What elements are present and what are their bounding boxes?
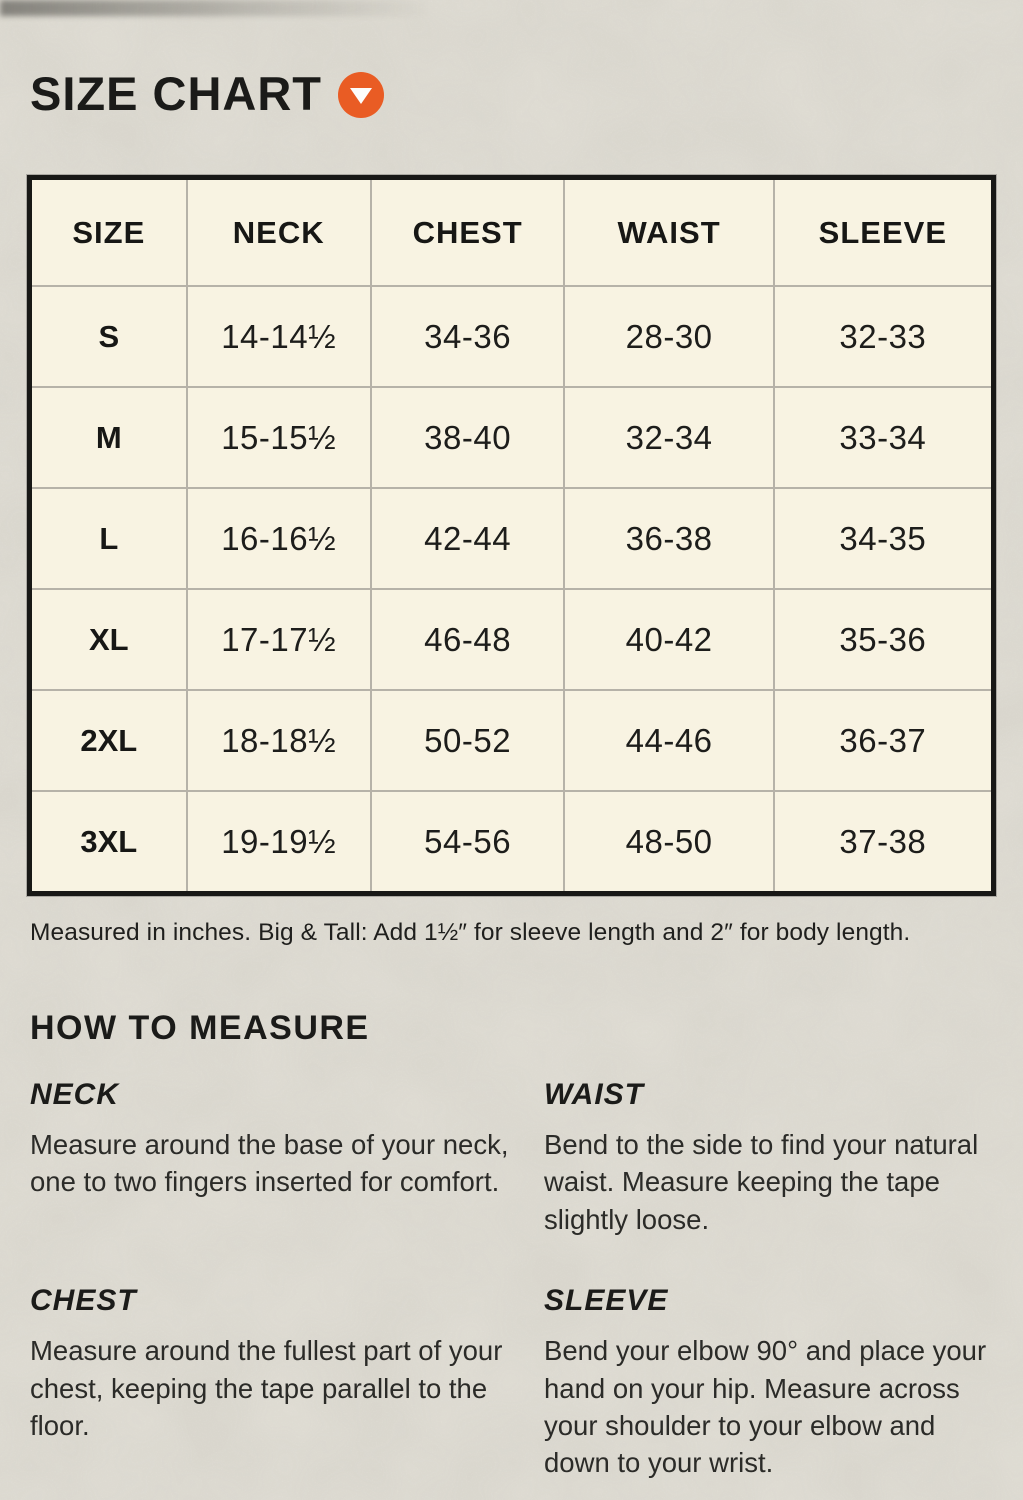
measure-text-sleeve: Bend your elbow 90° and place your hand on your hip. Measure across your shoulder to your elbow and down to your wrist. xyxy=(544,1335,987,1479)
table-footnote: Measured in inches. Big & Tall: Add 1½″ for sleeve length and 2″ for body length. xyxy=(30,919,911,946)
sleeve-value: 37-38 xyxy=(774,791,994,894)
chevron-down-glyph xyxy=(350,88,372,104)
sleeve-value: 33-34 xyxy=(774,387,994,488)
size-label: XL xyxy=(30,589,187,690)
measure-text-chest: Measure around the fullest part of your chest, keeping the tape parallel to the floor. xyxy=(30,1335,503,1441)
sleeve-value: 34-35 xyxy=(774,488,994,589)
size-label: 2XL xyxy=(30,690,187,791)
sleeve-value: 32-33 xyxy=(774,286,994,387)
measure-section-sleeve xyxy=(544,1284,993,1482)
size-label: L xyxy=(30,488,187,589)
measure-label-neck: NECK xyxy=(30,1078,120,1111)
neck-value: 15-15½ xyxy=(187,387,371,488)
chest-value: 38-40 xyxy=(371,387,565,488)
how-to-measure-heading: HOW TO MEASURE xyxy=(30,1009,370,1047)
chest-value: 50-52 xyxy=(371,690,565,791)
chest-value: 34-36 xyxy=(371,286,565,387)
neck-value: 14-14½ xyxy=(187,286,371,387)
table-row-3xl xyxy=(30,791,994,894)
measure-text-waist: Bend to the side to find your natural waist. Measure keeping the tape slightly loose. xyxy=(544,1129,979,1235)
chest-value: 42-44 xyxy=(371,488,565,589)
neck-value: 18-18½ xyxy=(187,690,371,791)
waist-value: 44-46 xyxy=(564,690,773,791)
col-header-neck: NECK xyxy=(187,178,371,287)
table-row-l xyxy=(30,488,994,589)
size-label: 3XL xyxy=(30,791,187,894)
waist-value: 40-42 xyxy=(564,589,773,690)
paper-edge-shadow xyxy=(0,0,430,16)
measure-section-waist xyxy=(544,1078,993,1238)
col-header-sleeve: SLEEVE xyxy=(774,178,994,287)
chevron-down-circle-icon xyxy=(338,72,384,118)
waist-value: 32-34 xyxy=(564,387,773,488)
waist-value: 36-38 xyxy=(564,488,773,589)
chest-value: 46-48 xyxy=(371,589,565,690)
col-header-chest: CHEST xyxy=(371,178,565,287)
measure-label-chest: CHEST xyxy=(30,1284,137,1318)
table-row-s xyxy=(30,286,994,387)
size-label: S xyxy=(30,286,187,387)
neck-value: 19-19½ xyxy=(187,791,371,894)
measure-section-chest xyxy=(30,1284,512,1482)
measure-text-neck: Measure around the base of your neck, one to two fingers inserted for comfort. xyxy=(30,1129,509,1198)
measure-label-sleeve: SLEEVE xyxy=(544,1284,669,1318)
table-row-m xyxy=(30,387,994,488)
table-header-row xyxy=(30,178,994,287)
neck-value: 16-16½ xyxy=(187,488,371,589)
waist-value: 28-30 xyxy=(564,286,773,387)
page-title: SIZE CHART xyxy=(30,67,322,120)
size-label: M xyxy=(30,387,187,488)
table-row-2xl xyxy=(30,690,994,791)
sleeve-value: 35-36 xyxy=(774,589,994,690)
table-row-xl xyxy=(30,589,994,690)
measure-label-waist: WAIST xyxy=(544,1078,644,1111)
col-header-size: SIZE xyxy=(30,178,187,287)
col-header-waist: WAIST xyxy=(564,178,773,287)
sleeve-value: 36-37 xyxy=(774,690,994,791)
chest-value: 54-56 xyxy=(371,791,565,894)
size-chart-header xyxy=(30,66,993,121)
size-table xyxy=(27,175,996,896)
measure-section-neck xyxy=(30,1078,512,1238)
measure-instructions xyxy=(30,1078,993,1482)
neck-value: 17-17½ xyxy=(187,589,371,690)
waist-value: 48-50 xyxy=(564,791,773,894)
